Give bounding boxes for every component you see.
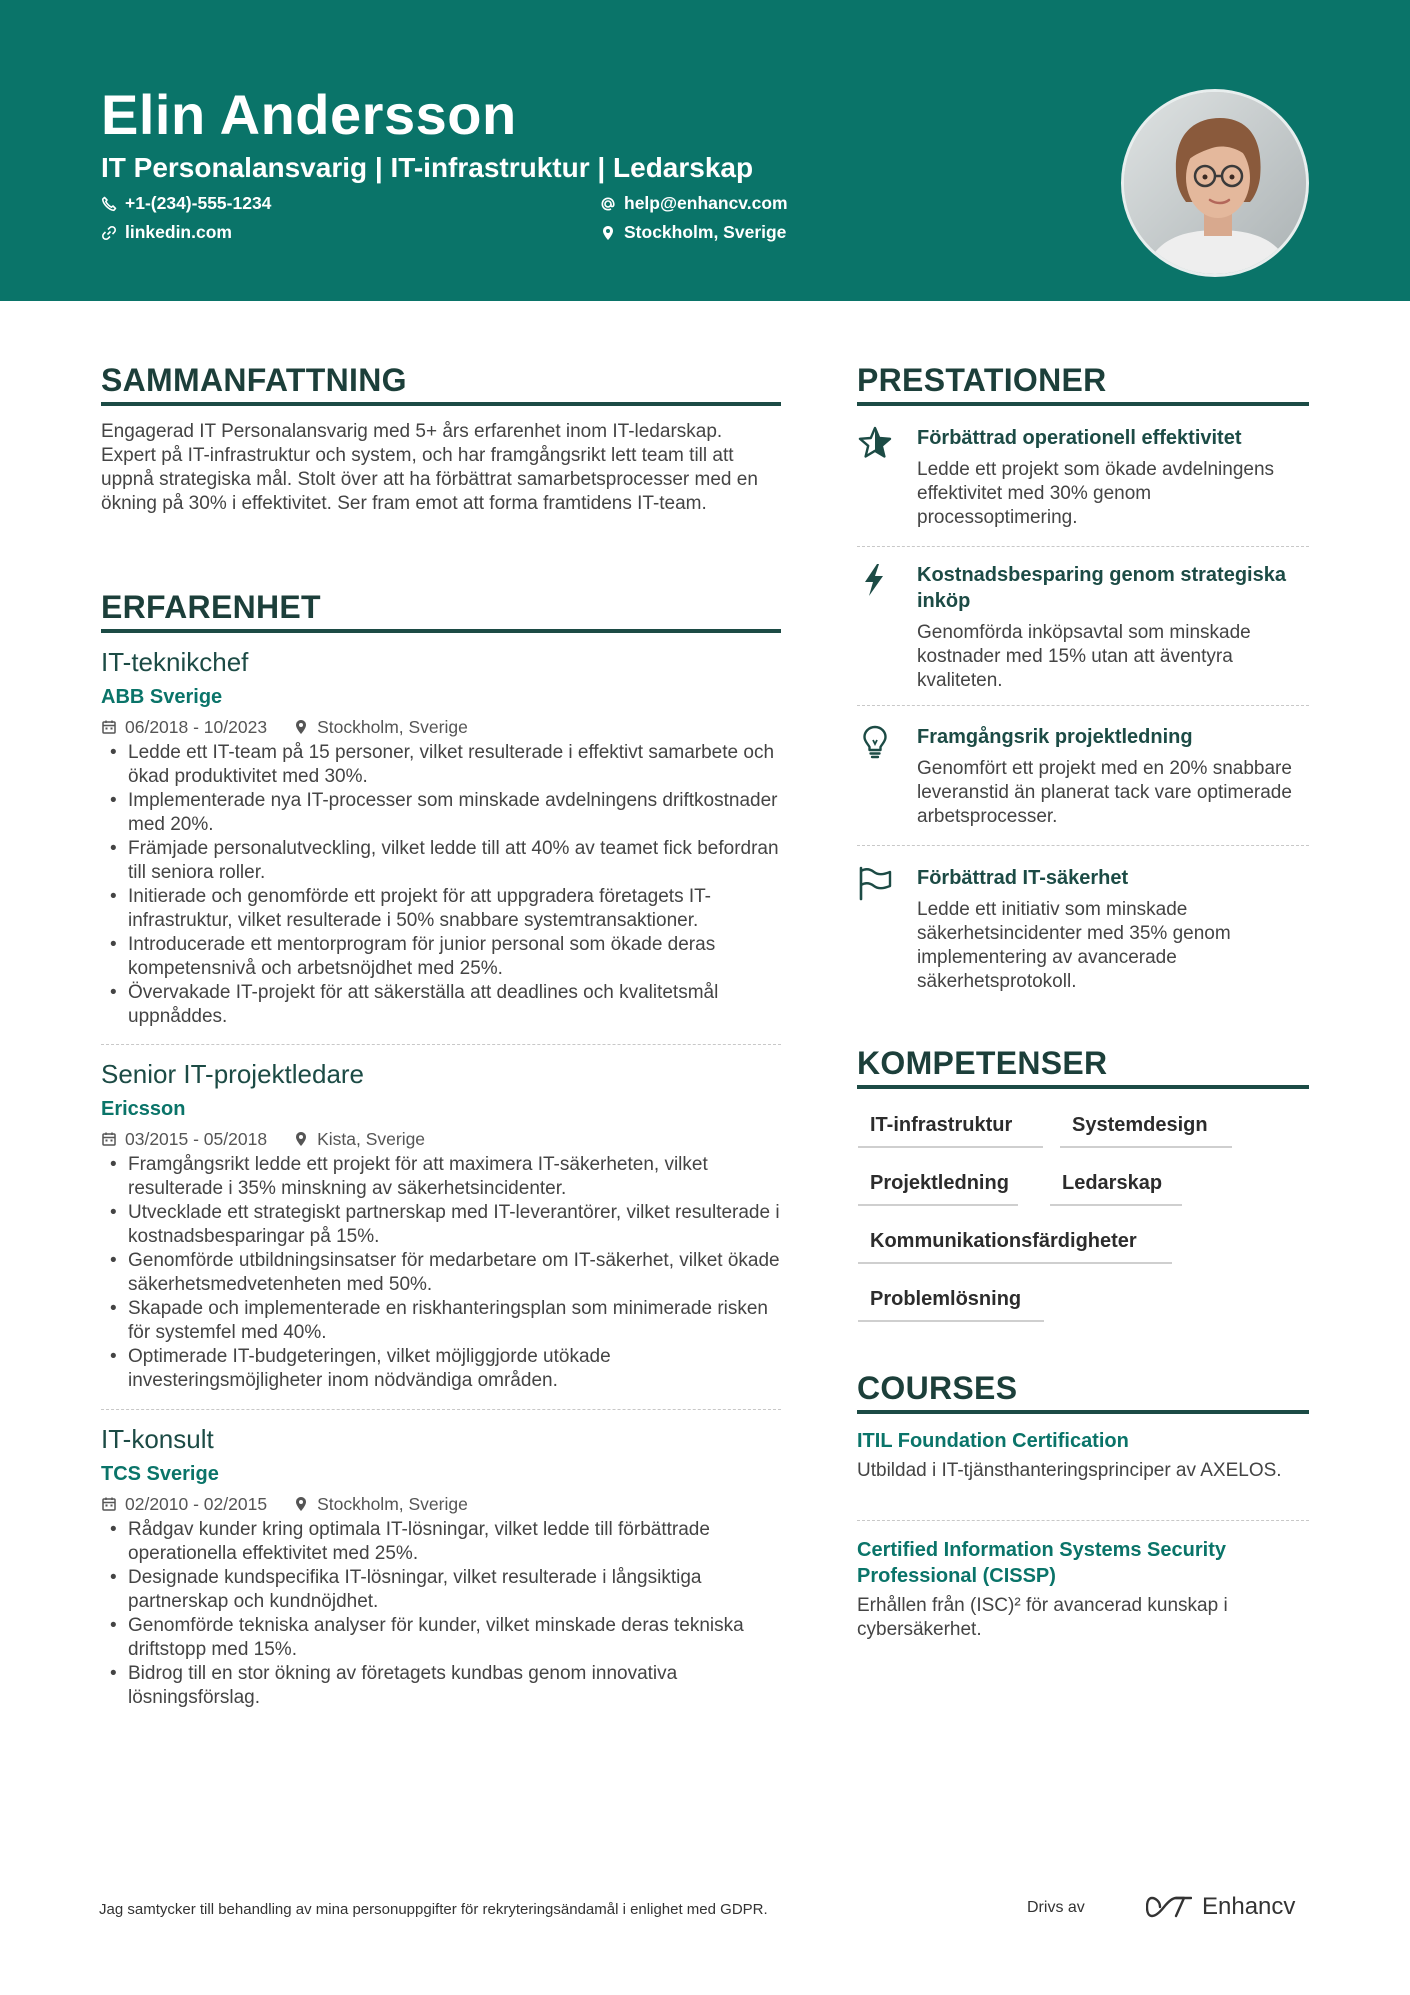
calendar-icon (101, 1131, 117, 1147)
linkedin-contact[interactable] (101, 222, 232, 243)
enhancv-logo-icon (1146, 1895, 1192, 1919)
location-pin-icon (293, 1496, 309, 1512)
job-divider (101, 1409, 781, 1410)
location-contact (600, 222, 786, 243)
job-bullets (101, 741, 781, 1029)
job-bullet: • Implementerade nya IT-processer som minskade avdelningens driftkostnader med 20%. (101, 789, 781, 837)
achievement-title: Förbättrad operationell effektivitet (917, 427, 1242, 449)
skill-tag: Problemlösning (858, 1284, 1044, 1322)
skill-tag: Projektledning (858, 1168, 1018, 1206)
location-pin-icon (293, 1131, 309, 1147)
achievements-rule (857, 402, 1309, 406)
phone-icon (101, 196, 117, 212)
course-item (857, 1428, 1309, 1483)
job-bullet: • Genomförde utbildningsinsatser för medarbetare om IT-säkerhet, vilket ökade säkerhetsmedvetenheten med 50%. (101, 1249, 781, 1297)
calendar-icon (101, 719, 117, 735)
course-divider (857, 1520, 1309, 1521)
job-dates-text: 02/2010 - 02/2015 (125, 1494, 268, 1514)
achievement-title: Framgångsrik projektledning (917, 726, 1193, 748)
skills-heading: KOMPETENSER (857, 1045, 1108, 1081)
job-location-text: Stockholm, Sverige (317, 717, 468, 737)
flag-icon (857, 865, 893, 901)
job-bullet: • Övervakade IT-projekt för att säkerställa att deadlines och kvalitetsmål uppnåddes. (101, 981, 781, 1029)
job-title: IT-teknikchef (101, 647, 249, 677)
job-meta (101, 716, 781, 738)
job-bullet: • Ledde ett IT-team på 15 personer, vilket resulterade i effektivt samarbete och ökad produktivitet med 30%. (101, 741, 781, 789)
job-company: TCS Sverige (101, 1463, 219, 1485)
lightning-icon (857, 562, 893, 598)
email-text[interactable]: help@enhancv.com (624, 193, 788, 213)
powered-by-label: Drivs av (1027, 1899, 1085, 1916)
job-title: IT-konsult (101, 1424, 214, 1454)
job-entry (101, 1423, 781, 1710)
job-dates-text: 06/2018 - 10/2023 (125, 717, 268, 737)
portrait-image (1124, 92, 1309, 277)
job-bullet: • Initierade och genomförde ett projekt för att uppgradera företagets IT-infrastruktur, vilket resulterade i 50% snabbare systemtransaktioner. (101, 885, 781, 933)
job-bullet: • Designade kundspecifika IT-lösningar, vilket resulterade i långsiktiga partnerskap och kundnöjdhet. (101, 1566, 781, 1614)
enhancv-brand-text: Enhancv (1202, 1893, 1296, 1920)
job-location-text: Stockholm, Sverige (317, 1494, 468, 1514)
achievement-title: Förbättrad IT-säkerhet (917, 867, 1129, 889)
profile-photo (1121, 89, 1309, 277)
achievement-title: Kostnadsbesparing genom strategiska inköp (917, 564, 1286, 612)
job-dates-text: 03/2015 - 05/2018 (125, 1129, 268, 1149)
job-company: Ericsson (101, 1098, 186, 1120)
job-bullet: • Rådgav kunder kring optimala IT-lösningar, vilket ledde till förbättrade operationella effektivitet med 25%. (101, 1518, 781, 1566)
skill-tag: IT-infrastruktur (858, 1110, 1043, 1148)
summary-heading: SAMMANFATTNING (101, 362, 407, 398)
at-icon (600, 196, 616, 212)
course-item (857, 1537, 1309, 1642)
job-divider (101, 1044, 781, 1045)
candidate-name: Elin Andersson (101, 83, 517, 146)
courses-rule (857, 1410, 1309, 1414)
job-meta (101, 1493, 781, 1515)
job-entry (101, 1058, 781, 1393)
location-text: Stockholm, Sverige (624, 222, 787, 242)
course-title: Certified Information Systems Security Professional (CISSP) (857, 1539, 1226, 1587)
job-location (293, 1128, 425, 1150)
phone-contact (101, 193, 271, 214)
achievements-heading: PRESTATIONER (857, 362, 1107, 398)
courses-heading: COURSES (857, 1370, 1018, 1406)
achievement-item (857, 562, 1309, 693)
summary-text: Engagerad IT Personalansvarig med 5+ års erfarenhet inom IT-ledarskap. Expert på IT-infrastruktur och system, och har framgångsrikt lett team till att uppnå strategiska mål. Stolt över att ha förbättrat samarbetsprocesser med en ökning på 30% i effektivitet. Ser fram emot att forma framtidens IT-team. (101, 421, 758, 514)
resume-header (0, 0, 1410, 301)
achievement-desc: Ledde ett initiativ som minskade säkerhetsincidenter med 35% genom implementering av avancerade säkerhetsprotokoll. (917, 899, 1231, 992)
job-bullet: • Skapade och implementerade en riskhanteringsplan som minimerade risken för systemfel med 40%. (101, 1297, 781, 1345)
job-bullet: • Framgångsrikt ledde ett projekt för att maximera IT-säkerheten, vilket resulterade i 35% minskning av säkerhetsincidenter. (101, 1153, 781, 1201)
gdpr-consent: Jag samtycker till behandling av mina personuppgifter för rekryteringsändamål i enlighet med GDPR. (99, 1901, 768, 1918)
achievement-item (857, 425, 1309, 530)
course-desc: Utbildad i IT-tjänsthanteringsprinciper av AXELOS. (857, 1460, 1282, 1481)
job-bullet: • Bidrog till en stor ökning av företagets kundbas genom innovativa lösningsförslag. (101, 1662, 781, 1710)
achievement-divider (857, 546, 1309, 547)
achievement-divider (857, 845, 1309, 846)
calendar-icon (101, 1496, 117, 1512)
job-bullet: • Optimerade IT-budgeteringen, vilket möjliggjorde utökade investeringsmöjligheter inom nödvändiga områden. (101, 1345, 781, 1393)
job-bullets (101, 1153, 781, 1393)
job-bullets (101, 1518, 781, 1710)
job-bullet: • Genomförde tekniska analyser för kunder, vilket minskade deras tekniska driftstopp med 15%. (101, 1614, 781, 1662)
job-title: Senior IT-projektledare (101, 1059, 365, 1089)
achievement-desc: Genomförda inköpsavtal som minskade kostnader med 15% utan att äventyra kvaliteten. (917, 622, 1251, 691)
achievement-item (857, 865, 1309, 994)
linkedin-text[interactable]: linkedin.com (125, 222, 232, 242)
summary-rule (101, 402, 781, 406)
job-location-text: Kista, Sverige (317, 1129, 426, 1149)
achievement-desc: Genomfört ett projekt med en 20% snabbare leveranstid än planerat tack vare optimerade arbetsprocesser. (917, 758, 1292, 827)
job-bullet: • Introducerade ett mentorprogram för junior personal som ökade deras kompetensnivå och arbetsnöjdhet med 25%. (101, 933, 781, 981)
skill-tag: Ledarskap (1050, 1168, 1182, 1206)
achievement-item (857, 724, 1309, 829)
job-meta (101, 1128, 781, 1150)
job-dates (101, 716, 267, 738)
experience-rule (101, 629, 781, 633)
achievement-desc: Ledde ett projekt som ökade avdelningens effektivitet med 30% genom processoptimering. (917, 459, 1275, 528)
enhancv-logo[interactable] (1146, 1893, 1295, 1921)
job-location (293, 716, 468, 738)
job-dates (101, 1128, 267, 1150)
skill-tag: Kommunikationsfärdigheter (858, 1226, 1172, 1264)
job-company: ABB Sverige (101, 686, 223, 708)
job-bullet: • Utvecklade ett strategiskt partnerskap med IT-leverantörer, vilket resulterade i kostnadsbesparingar på 15%. (101, 1201, 781, 1249)
job-entry (101, 646, 781, 1029)
lightbulb-icon (857, 724, 893, 760)
job-dates (101, 1493, 267, 1515)
job-bullet: • Främjade personalutveckling, vilket ledde till att 40% av teamet fick befordran till seniora roller. (101, 837, 781, 885)
phone-text: +1-(234)-555-1234 (125, 193, 272, 213)
star-icon (857, 425, 893, 461)
course-desc: Erhållen från (ISC)² för avancerad kunskap i cybersäkerhet. (857, 1595, 1228, 1640)
link-icon (101, 225, 117, 241)
job-location (293, 1493, 468, 1515)
experience-heading: ERFARENHET (101, 589, 321, 625)
course-title: ITIL Foundation Certification (857, 1430, 1129, 1452)
candidate-title: IT Personalansvarig | IT-infrastruktur | Ledarskap (101, 152, 754, 183)
location-pin-icon (293, 719, 309, 735)
skills-rule (857, 1085, 1309, 1089)
skill-tag: Systemdesign (1060, 1110, 1232, 1148)
achievement-divider (857, 705, 1309, 706)
location-pin-icon (600, 225, 616, 241)
email-contact[interactable] (600, 193, 788, 214)
